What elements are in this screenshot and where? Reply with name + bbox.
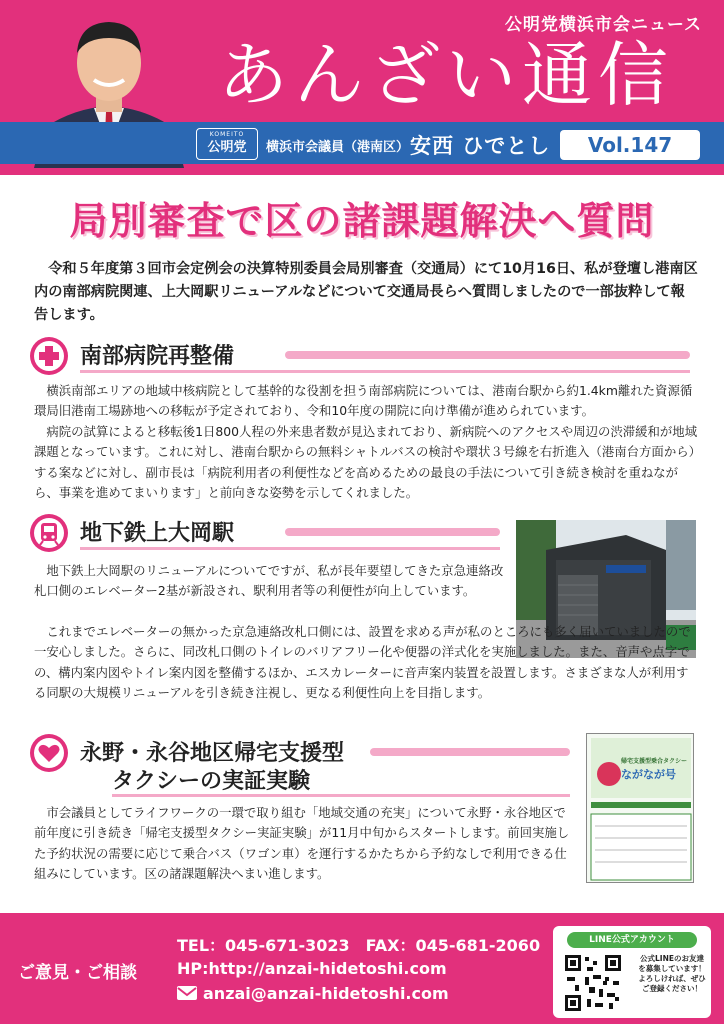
taxi-flyer-image [586,733,694,883]
line-account-label: LINE公式アカウント [567,932,697,948]
section-title-line1: 永野・永谷地区帰宅支援型 [80,741,345,766]
line-invite-text: 公式LINEのお友達を募集しています！よろしければ、ぜひご登録ください！ [638,954,706,993]
heading-rule [285,351,690,359]
section-body-station-wide [34,622,698,704]
lead-paragraph: 令和５年度第３回市会定例会の決算特別委員会局別審査（交通局）にて10月16日、私が登壇し港南区内の南部病院関連、上大岡駅リニューアルなどについて交通局長らへ質問しましたので一部抜粋して報告します。 [34,261,698,323]
heading-underline [80,547,500,550]
heart-icon [30,734,68,772]
medical-cross-icon [30,337,68,375]
paragraph: 横浜南部エリアの地域中核病院として基幹的な役割を担う南部病院については、港南台駅から約1.4km離れた資源循環局旧港南工場跡地への移転が予定されており、令和10年度の開院に向け準備が進められています。 [34,383,693,419]
qr-code[interactable] [563,953,623,1013]
train-icon [30,514,68,552]
section-heading-station [30,514,500,550]
heading-rule [370,748,570,756]
paragraph: これまでエレベーターの無かった京急連絡改札口側には、設置を求める声が私のところにも多く届いていましたので一安心しました。さらに、同改札口側のトイレのバリアフリー化や便器の洋式化を実施しました。また、音声や点字での、構内案内図やトイレ案内図を整備するほか、エスカレーターに音声案内装置を設置します。さまざまな人が利用する同駅の大規模リニューアルを引き続き注視し、更なる利便性向上を目指します。 [34,624,691,701]
heading-underline [112,794,570,797]
section-body-station [34,561,504,602]
publication-name: 公明党横浜市会ニュース [504,15,702,35]
email-address[interactable]: anzai@anzai-hidetoshi.com [203,984,449,1003]
flyer-title: ながなが号 [621,768,676,781]
section-body-taxi [34,803,574,885]
party-badge-small: KOMEITO [209,131,245,138]
flyer-subtitle: 帰宅支援型乗合タクシー [621,758,688,765]
heading-underline [80,370,690,373]
paragraph: 病院の試算によると移転後1日800人程の外来患者数が見込まれており、新病院へのアクセスや周辺の渋滞緩和が地域課題となっています。これに対し、港南台駅からの無料シャトルバスの検討や環状３号線を右折進入（港南台方面から）する案などに対し、副市長は「病院利用者の利便性などを高めるための最良の手法について引き続き検討を重ねながら、事業を進めてまいります」と前向きな姿勢を示してくれました。 [34,423,698,501]
party-badge-name: 公明党 [207,140,247,155]
section-title-line2: タクシーの実証実験 [112,769,311,794]
party-badge [196,128,258,160]
councillor-role: 横浜市会議員（港南区） [266,140,410,155]
email-row[interactable] [177,984,449,1003]
section-heading-hospital [30,337,690,373]
section-heading-taxi [30,734,570,794]
newsletter-title: あんざい通信 [218,34,674,116]
heading-rule [285,528,500,536]
masthead [0,0,724,175]
section-title: 地下鉄上大岡駅 [80,521,235,546]
paragraph: 地下鉄上大岡駅のリニューアルについてですが、私が長年要望してきた京急連絡改札口側のエレベーター2基が新設され、駅利用者等の利便性が向上しています。 [34,563,504,599]
phone-fax: TEL：045-671-3023 FAX：045-681-2060 [177,936,541,955]
mail-icon [177,986,197,1000]
line-account-box [553,926,711,1018]
councillor-name: 安西 ひでとし [410,134,551,158]
paragraph: 市会議員としてライフワークの一環で取り組む「地域交通の充実」について永野・永谷地区で前年度に引き続き「帰宅支援型タクシー実証実験」が11月中旬からスタートします。前回実施した予約状況の需要に応じて乗合バス（ワゴン車）を運行するかたちから予約なしで利用できる仕組みにしています。区の諸課題解決へまい進します。 [34,805,570,882]
main-headline: 局別審査で区の諸課題解決へ質問 [69,199,655,243]
contact-label: ご意見・ご相談 [18,963,137,983]
section-body-hospital [34,381,698,503]
website-link[interactable]: HP:http://anzai-hidetoshi.com [177,959,447,978]
volume-badge: Vol.147 [560,130,700,160]
section-title: 南部病院再整備 [80,344,235,369]
